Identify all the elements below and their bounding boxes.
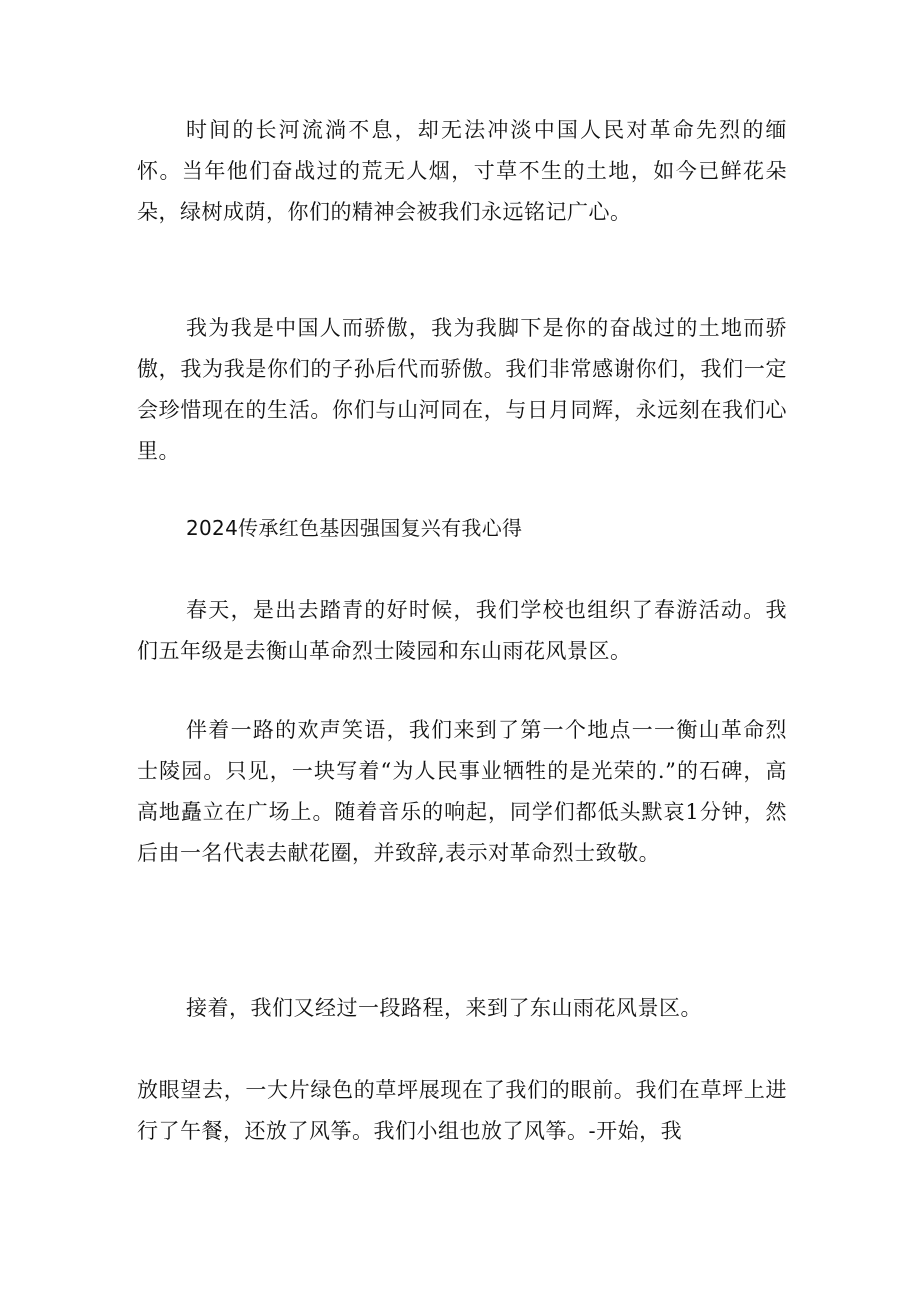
paragraph-pride: 我为我是中国人而骄傲，我为我脚下是你的奋战过的土地而骄傲，我为我是你们的子孙后代而骄傲。我们非常感谢你们，我们一定会珍惜现在的生活。你们与山河同在，与日月同辉，永远刻在我们心里。 [137, 316, 787, 463]
paragraph-spring-outing: 春天，是出去踏青的好时候，我们学校也组织了春游活动。我们五年级是去衡山革命烈士陵园和东山雨花风景区。 [137, 598, 787, 663]
section-title: 2024传承红色基因强国复兴有我心得 [186, 516, 523, 540]
paragraph-scenic-area: 接着，我们又经过一段路程，来到了东山雨花风景区。 [186, 996, 702, 1020]
paragraph-lawn-kites: 放眼望去，一大片绿色的草坪展现在了我们的眼前。我们在草坪上进行了午餐，还放了风筝。我们小组也放了风筝。-开始，我 [137, 1078, 787, 1143]
paragraph-martyrs-cemetery: 伴着一路的欢声笑语，我们来到了第一个地点一一衡山革命烈士陵园。只见，一块写着“为人民事业牺牲的是光荣的.”的石碑，高高地矗立在广场上。随着音乐的响起，同学们都低头默哀1分钟，然后由一名代表去献花圈，并致辞,表示对革命烈士致敬。 [137, 718, 787, 865]
paragraph-commemoration: 时间的长河流淌不息，却无法冲淡中国人民对革命先烈的缅怀。当年他们奋战过的荒无人烟，寸草不生的土地，如今已鲜花朵朵，绿树成荫，你们的精神会被我们永远铭记广心。 [137, 118, 787, 224]
